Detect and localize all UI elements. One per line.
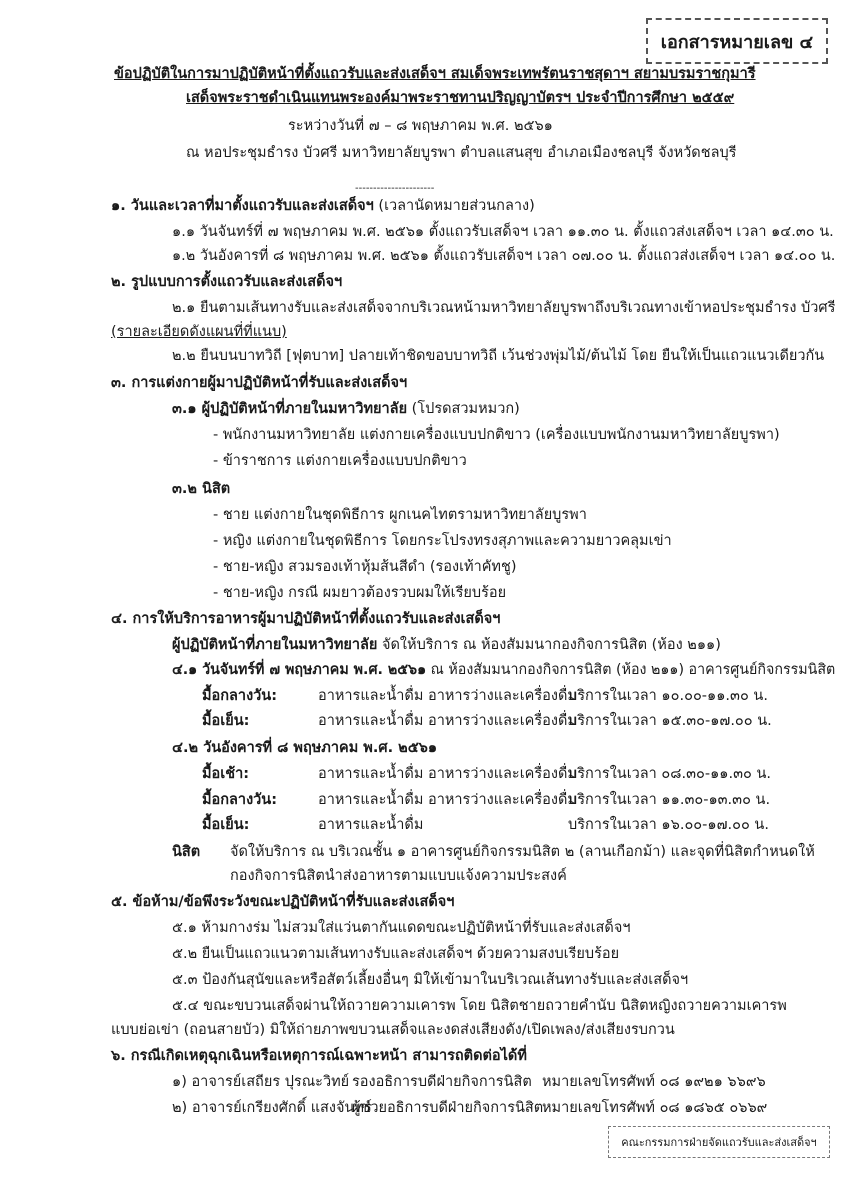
section-3-1-item: - ข้าราชการ แต่งกายเครื่องแบบปกติขาว	[213, 453, 467, 469]
contact-name: ๑) อาจารย์เสถียร ปุรณะวิทย์	[172, 1074, 350, 1090]
section-3-1-heading	[172, 399, 520, 419]
section-4-student-line1: จัดให้บริการ ณ บริเวณชั้น ๑ อาคารศูนย์กิจกรรมนิสิต ๒ (ลานเกือกม้า) และจุดที่นิสิตกำหนดให้	[230, 844, 815, 860]
section-3-2-title: ๓.๒ นิสิต	[172, 481, 231, 497]
meal-time: บริการในเวลา ๑๑.๓๐-๑๓.๓๐ น.	[568, 792, 771, 808]
meal-food: อาหารและน้ำดื่ม อาหารว่างและเครื่องดื่ม	[318, 792, 577, 808]
meal-name: มื้อเย็น:	[202, 817, 250, 833]
section-5-title: ๕. ข้อห้าม/ข้อพึงระวังขณะปฏิบัติหน้าที่รับและส่งเสด็จฯ	[111, 894, 455, 910]
section-5-item-3: ๕.๓ ป้องกันสุนัขและหรือสัตว์เลี้ยงอื่นๆ มิให้เข้ามาในบริเวณเส้นทางรับและส่งเสด็จฯ	[172, 972, 689, 988]
section-4-1-heading	[172, 660, 835, 680]
section-3-1-item: - พนักงานมหาวิทยาลัย แต่งกายเครื่องแบบปกติขาว (เครื่องแบบพนักงานมหาวิทยาลัยบูรพา)	[213, 427, 780, 443]
section-5-item-1: ๕.๑ ห้ามกางร่ม ไม่สวมใส่แว่นตากันแดดขณะปฏิบัติหน้าที่รับและส่งเสด็จฯ	[172, 920, 631, 936]
section-5-item-2: ๕.๒ ยืนเป็นแถวแนวตามเส้นทางรับและส่งเสด็จฯ ด้วยความสงบเรียบร้อย	[172, 946, 620, 962]
section-4-1-rest: ณ ห้องสัมมนากองกิจการนิสิต (ห้อง ๒๑๑) อาคารศูนย์กิจกรรมนิสิต	[426, 662, 836, 678]
document-number-box: เอกสารหมายเลข ๔	[646, 18, 828, 64]
section-3-1-note: (โปรดสวมหมวก)	[407, 401, 520, 417]
section-4-1-title: ๔.๑ วันจันทร์ที่ ๗ พฤษภาคม พ.ศ. ๒๕๖๑	[172, 662, 427, 678]
section-4-intro-bold: ผู้ปฏิบัติหน้าที่ภายในมหาวิทยาลัย	[172, 637, 378, 653]
section-2-item-2: ๒.๒ ยืนบนบาทวิถี [ฟุตบาท] ปลายเท้าชิดขอบบาทวิถี เว้นช่วงพุ่มไม้/ต้นไม้ โดย ยืนให้เป็นแถวแนวเดียวกัน	[172, 348, 825, 364]
section-1-title: ๑. วันและเวลาที่มาตั้งแถวรับและส่งเสด็จฯ	[111, 198, 374, 214]
section-4-student-label: นิสิต	[172, 844, 201, 860]
meal-food: อาหารและน้ำดื่ม อาหารว่างและเครื่องดื่ม	[318, 766, 577, 782]
section-3-2-item: - ชาย-หญิง สวมรองเท้าหุ้มส้นสีดำ (รองเท้าคัทชู)	[213, 559, 517, 575]
section-3-2-item: - ชาย-หญิง กรณี ผมยาวต้องรวบผมให้เรียบร้อย	[213, 585, 507, 601]
section-5-item-4b: แบบย่อเข่า (ถอนสายบัว) มิให้ถ่ายภาพขบวนเสด็จและงดส่งเสียงดัง/เปิดเพลง/ส่งเสียงรบกวน	[111, 1022, 675, 1038]
doc-title-line1: ข้อปฏิบัติในการมาปฏิบัติหน้าที่ตั้งแถวรับและส่งเสด็จฯ สมเด็จพระเทพรัตนราชสุดาฯ สยามบรมราชกุมารี	[114, 66, 756, 82]
section-4-intro-rest: จัดให้บริการ ณ ห้องสัมมนากองกิจการนิสิต (ห้อง ๒๑๑)	[377, 637, 721, 653]
doc-title-line2: เสด็จพระราชดำเนินแทนพระองค์มาพระราชทานปริญญาบัตรฯ ประจำปีการศึกษา ๒๕๕๙	[186, 90, 735, 106]
section-4-intro	[172, 635, 721, 655]
contact-role: รองอธิการบดีฝ่ายกิจการนิสิต	[352, 1074, 532, 1090]
contact-role: ผู้ช่วยอธิการบดีฝ่ายกิจการนิสิต	[352, 1100, 544, 1116]
doc-date-range: ระหว่างวันที่ ๗ – ๘ พฤษภาคม พ.ศ. ๒๕๖๑	[288, 118, 553, 134]
section-3-title: ๓. การแต่งกายผู้มาปฏิบัติหน้าที่รับและส่งเสด็จฯ	[111, 375, 408, 391]
section-1-heading	[111, 196, 535, 216]
contact-phone: หมายเลขโทรศัพท์ ๐๘ ๑๘๖๕ ๐๖๖๙	[542, 1100, 768, 1116]
meal-food: อาหารและน้ำดื่ม อาหารว่างและเครื่องดื่ม	[318, 688, 577, 704]
section-3-1-title: ๓.๑ ผู้ปฏิบัติหน้าที่ภายในมหาวิทยาลัย	[172, 401, 408, 417]
meal-name: มื้อเย็น:	[202, 713, 250, 729]
section-6-title: ๖. กรณีเกิดเหตุฉุกเฉินหรือเหตุการณ์เฉพาะหน้า สามารถติดต่อได้ที่	[111, 1048, 527, 1064]
doc-venue: ณ หอประชุมธำรง บัวศรี มหาวิทยาลัยบูรพา ตำบลแสนสุข อำเภอเมืองชลบุรี จังหวัดชลบุรี	[186, 145, 737, 161]
section-4-student-line2: กองกิจการนิสิตนำส่งอาหารตามแบบแจ้งความประสงค์	[230, 868, 567, 884]
section-1-item-1: ๑.๑ วันจันทร์ที่ ๗ พฤษภาคม พ.ศ. ๒๕๖๑ ตั้งแถวรับเสด็จฯ เวลา ๑๑.๓๐ น. ตั้งแถวส่งเสด็จฯ เวลา ๑๔.๓๐ น.	[172, 224, 834, 240]
section-2-title: ๒. รูปแบบการตั้งแถวรับและส่งเสด็จฯ	[111, 274, 343, 290]
meal-name: มื้อเช้า:	[202, 766, 250, 782]
meal-name: มื้อกลางวัน:	[202, 792, 278, 808]
section-3-2-item: - หญิง แต่งกายในชุดพิธีการ โดยกระโปรงทรงสุภาพและความยาวคลุมเข่า	[213, 533, 672, 549]
section-2-map-note: (รายละเอียดดังแผนที่ที่แนบ)	[111, 324, 287, 340]
section-1-item-2: ๑.๒ วันอังคารที่ ๘ พฤษภาคม พ.ศ. ๒๕๖๑ ตั้งแถวรับเสด็จฯ เวลา ๐๗.๐๐ น. ตั้งแถวส่งเสด็จฯ เวลา ๑๔.๐๐ น.	[172, 248, 836, 264]
meal-time: บริการในเวลา ๑๖.๐๐-๑๗.๐๐ น.	[568, 817, 769, 833]
meal-food: อาหารและน้ำดื่ม	[318, 817, 424, 833]
meal-time: บริการในเวลา ๐๘.๓๐-๑๑.๓๐ น.	[568, 766, 771, 782]
contact-name: ๒) อาจารย์เกรียงศักดิ์ แสงจันทร์	[172, 1100, 372, 1116]
section-2-item-1: ๒.๑ ยืนตามเส้นทางรับและส่งเสด็จจากบริเวณหน้ามหาวิทยาลัยบูรพาถึงบริเวณทางเข้าหอประชุมธำรง บัวศรี	[172, 300, 836, 316]
section-3-2-item: - ชาย แต่งกายในชุดพิธีการ ผูกเนคไทตรามหาวิทยาลัยบูรพา	[213, 507, 587, 523]
contact-phone: หมายเลขโทรศัพท์ ๐๘ ๑๙๒๑ ๖๖๙๖	[542, 1074, 766, 1090]
section-1-note: (เวลานัดหมายส่วนกลาง)	[373, 198, 535, 214]
meal-name: มื้อกลางวัน:	[202, 688, 278, 704]
meal-time: บริการในเวลา ๑๕.๓๐-๑๗.๐๐ น.	[568, 713, 772, 729]
meal-time: บริการในเวลา ๑๐.๐๐-๑๑.๓๐ น.	[568, 688, 768, 704]
section-4-2-title: ๔.๒ วันอังคารที่ ๘ พฤษภาคม พ.ศ. ๒๕๖๑	[172, 740, 438, 756]
meal-food: อาหารและน้ำดื่ม อาหารว่างและเครื่องดื่ม	[318, 713, 577, 729]
committee-footer-box: คณะกรรมการฝ่ายจัดแถวรับและส่งเสด็จฯ	[608, 1126, 830, 1158]
header-separator: ----------------------	[355, 183, 435, 194]
section-5-item-4a: ๕.๔ ขณะขบวนเสด็จผ่านให้ถวายความเคารพ โดย นิสิตชายถวายคำนับ นิสิตหญิงถวายความเคารพ	[172, 998, 787, 1014]
section-4-title: ๔. การให้บริการอาหารผู้มาปฏิบัติหน้าที่ตั้งแถวรับและส่งเสด็จฯ	[111, 611, 501, 627]
